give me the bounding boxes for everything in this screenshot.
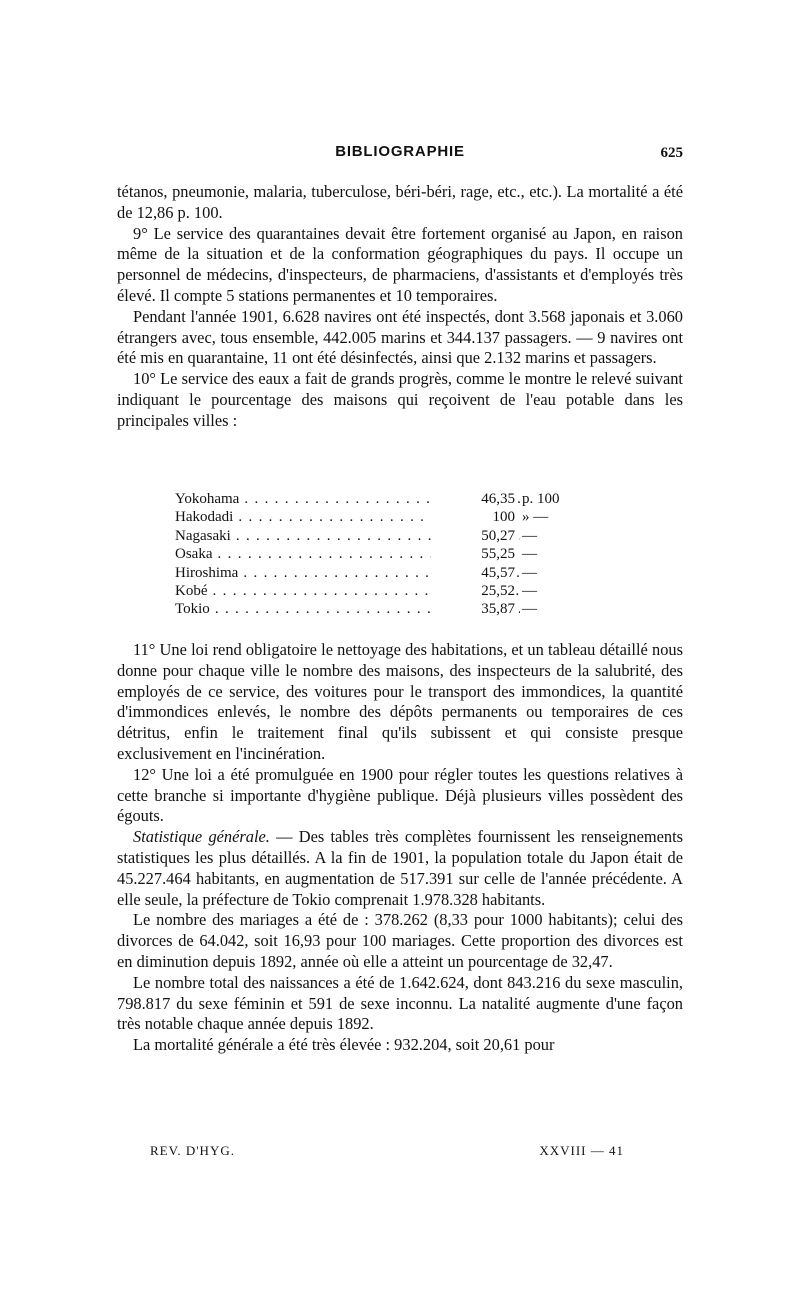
city-unit: — — [522, 601, 537, 618]
paragraph-text: — Des tables très complètes fournissent les renseignements statistiques les plus détaillés. A la fin de 1901, la population totale du Japon était de 45.227.464 habitants, en augmentation de 517.391 sur celle de l'année précédente. A elle seule, la préfecture de Tokio comprenait 1.978.328 habitants. — [117, 827, 684, 909]
table-row — [175, 600, 625, 618]
city-unit: — — [522, 564, 537, 581]
paragraph: Le nombre total des naissances a été de 1.642.624, dont 843.216 du sexe masculin, 798.817 du sexe féminin et 591 de sexe inconnu. La natalité augmente d'une façon très notable chaque année depuis 1892. — [117, 972, 683, 1034]
city-percentage: 46,35 — [431, 490, 515, 508]
table-row — [175, 508, 625, 526]
journal-signature: REV. D'HYG. — [150, 1143, 235, 1158]
table-row — [175, 490, 625, 508]
paragraph — [117, 827, 683, 910]
paragraph: 11° Une loi rend obligatoire le nettoyage des habitations, et un tableau détaillé nous donne pour chaque ville le nombre des maisons, des inspecteurs de la salubrité, des employés de ce service, des voitures pour le transport des immondices, la quantité d'immondices enlevés, le nombre des dépôts permanents ou temporaires de ces détritus, enfin le traitement final qu'ils subissent et qui consiste presque exclusivement en l'incinération. — [117, 640, 683, 763]
city-name: Osaka . . . — [175, 545, 520, 563]
city-name: Tokio . . . — [175, 600, 520, 618]
city-unit: p. 100 — [522, 491, 560, 507]
paragraph: 9° Le service des quarantaines devait être fortement organisé au Japon, en raison même de la situation et de la conformation géographiques du pays. Il occupe un personnel de médecins, d'inspecteurs, de pharmaciens, d'assistants et d'employés très élevé. Il compte 5 stations permanentes et 10 temporaires. — [117, 223, 683, 305]
city-percentage: 45,57 — [431, 564, 515, 582]
city-unit: — — [522, 582, 537, 599]
paragraph: tétanos, pneumonie, malaria, tuberculose, béri-béri, rage, etc., etc.). La mortalité a été de 12,86 p. 100. — [117, 182, 683, 222]
city-unit: — — [522, 527, 537, 544]
city-name: Hiroshima . . . — [175, 564, 520, 582]
page-footer — [150, 1143, 624, 1165]
volume-signature: XXVIII — 41 — [539, 1143, 624, 1158]
city-name: Yokohama . . . — [175, 490, 520, 508]
body-text-bottom — [117, 640, 683, 1056]
city-unit: » — — [522, 509, 549, 526]
paragraph: 12° Une loi a été promulguée en 1900 pour régler toutes les questions relatives à cette branche si importante d'hygiène publique. Déjà plusieurs villes possèdent des égouts. — [117, 764, 683, 826]
running-header — [117, 143, 683, 167]
city-name: Nagasaki . . . — [175, 527, 520, 545]
table-row — [175, 582, 625, 600]
section-title-statistique: Statistique générale. — [133, 827, 270, 847]
city-percentage: 35,87 — [431, 600, 515, 618]
city-percentage: 55,25 — [431, 545, 515, 563]
city-name: Kobé . . . — [175, 582, 520, 600]
table-row — [175, 545, 625, 563]
city-unit: — — [522, 546, 537, 563]
table-row — [175, 527, 625, 545]
paragraph: Pendant l'année 1901, 6.628 navires ont été inspectés, dont 3.568 japonais et 3.060 étrangers avec, tous ensemble, 442.005 marins et 344.137 passagers. — 9 navires ont été mis en quarantaine, 11 ont été désinfectés, ainsi que 2.132 marins et passagers. — [117, 306, 683, 368]
city-percentage: 100 — [431, 508, 515, 526]
city-percentage: 50,27 — [431, 527, 515, 545]
paragraph: Le nombre des mariages a été de : 378.262 (8,33 pour 1000 habitants); celui des divorces de 64.042, soit 16,93 pour 100 mariages. Cette proportion des divorces est en diminution depuis 1892, année où elle a atteint un pourcentage de 32,47. — [117, 910, 683, 971]
body-text-top — [117, 182, 683, 432]
city-name: Hakodadi . . . — [175, 508, 520, 526]
header-title: BIBLIOGRAPHIE — [335, 143, 465, 160]
paragraph: La mortalité générale a été très élevée : 932.204, soit 20,61 pour — [133, 1035, 555, 1055]
page-number: 625 — [660, 145, 683, 161]
paragraph: 10° Le service des eaux a fait de grands progrès, comme le montre le relevé suivant indiquant le pourcentage des maisons qui reçoivent de l'eau potable dans les principales villes : — [117, 369, 683, 430]
table-row — [175, 564, 625, 582]
city-percentage: 25,52 — [431, 582, 515, 600]
water-supply-table — [175, 490, 625, 619]
